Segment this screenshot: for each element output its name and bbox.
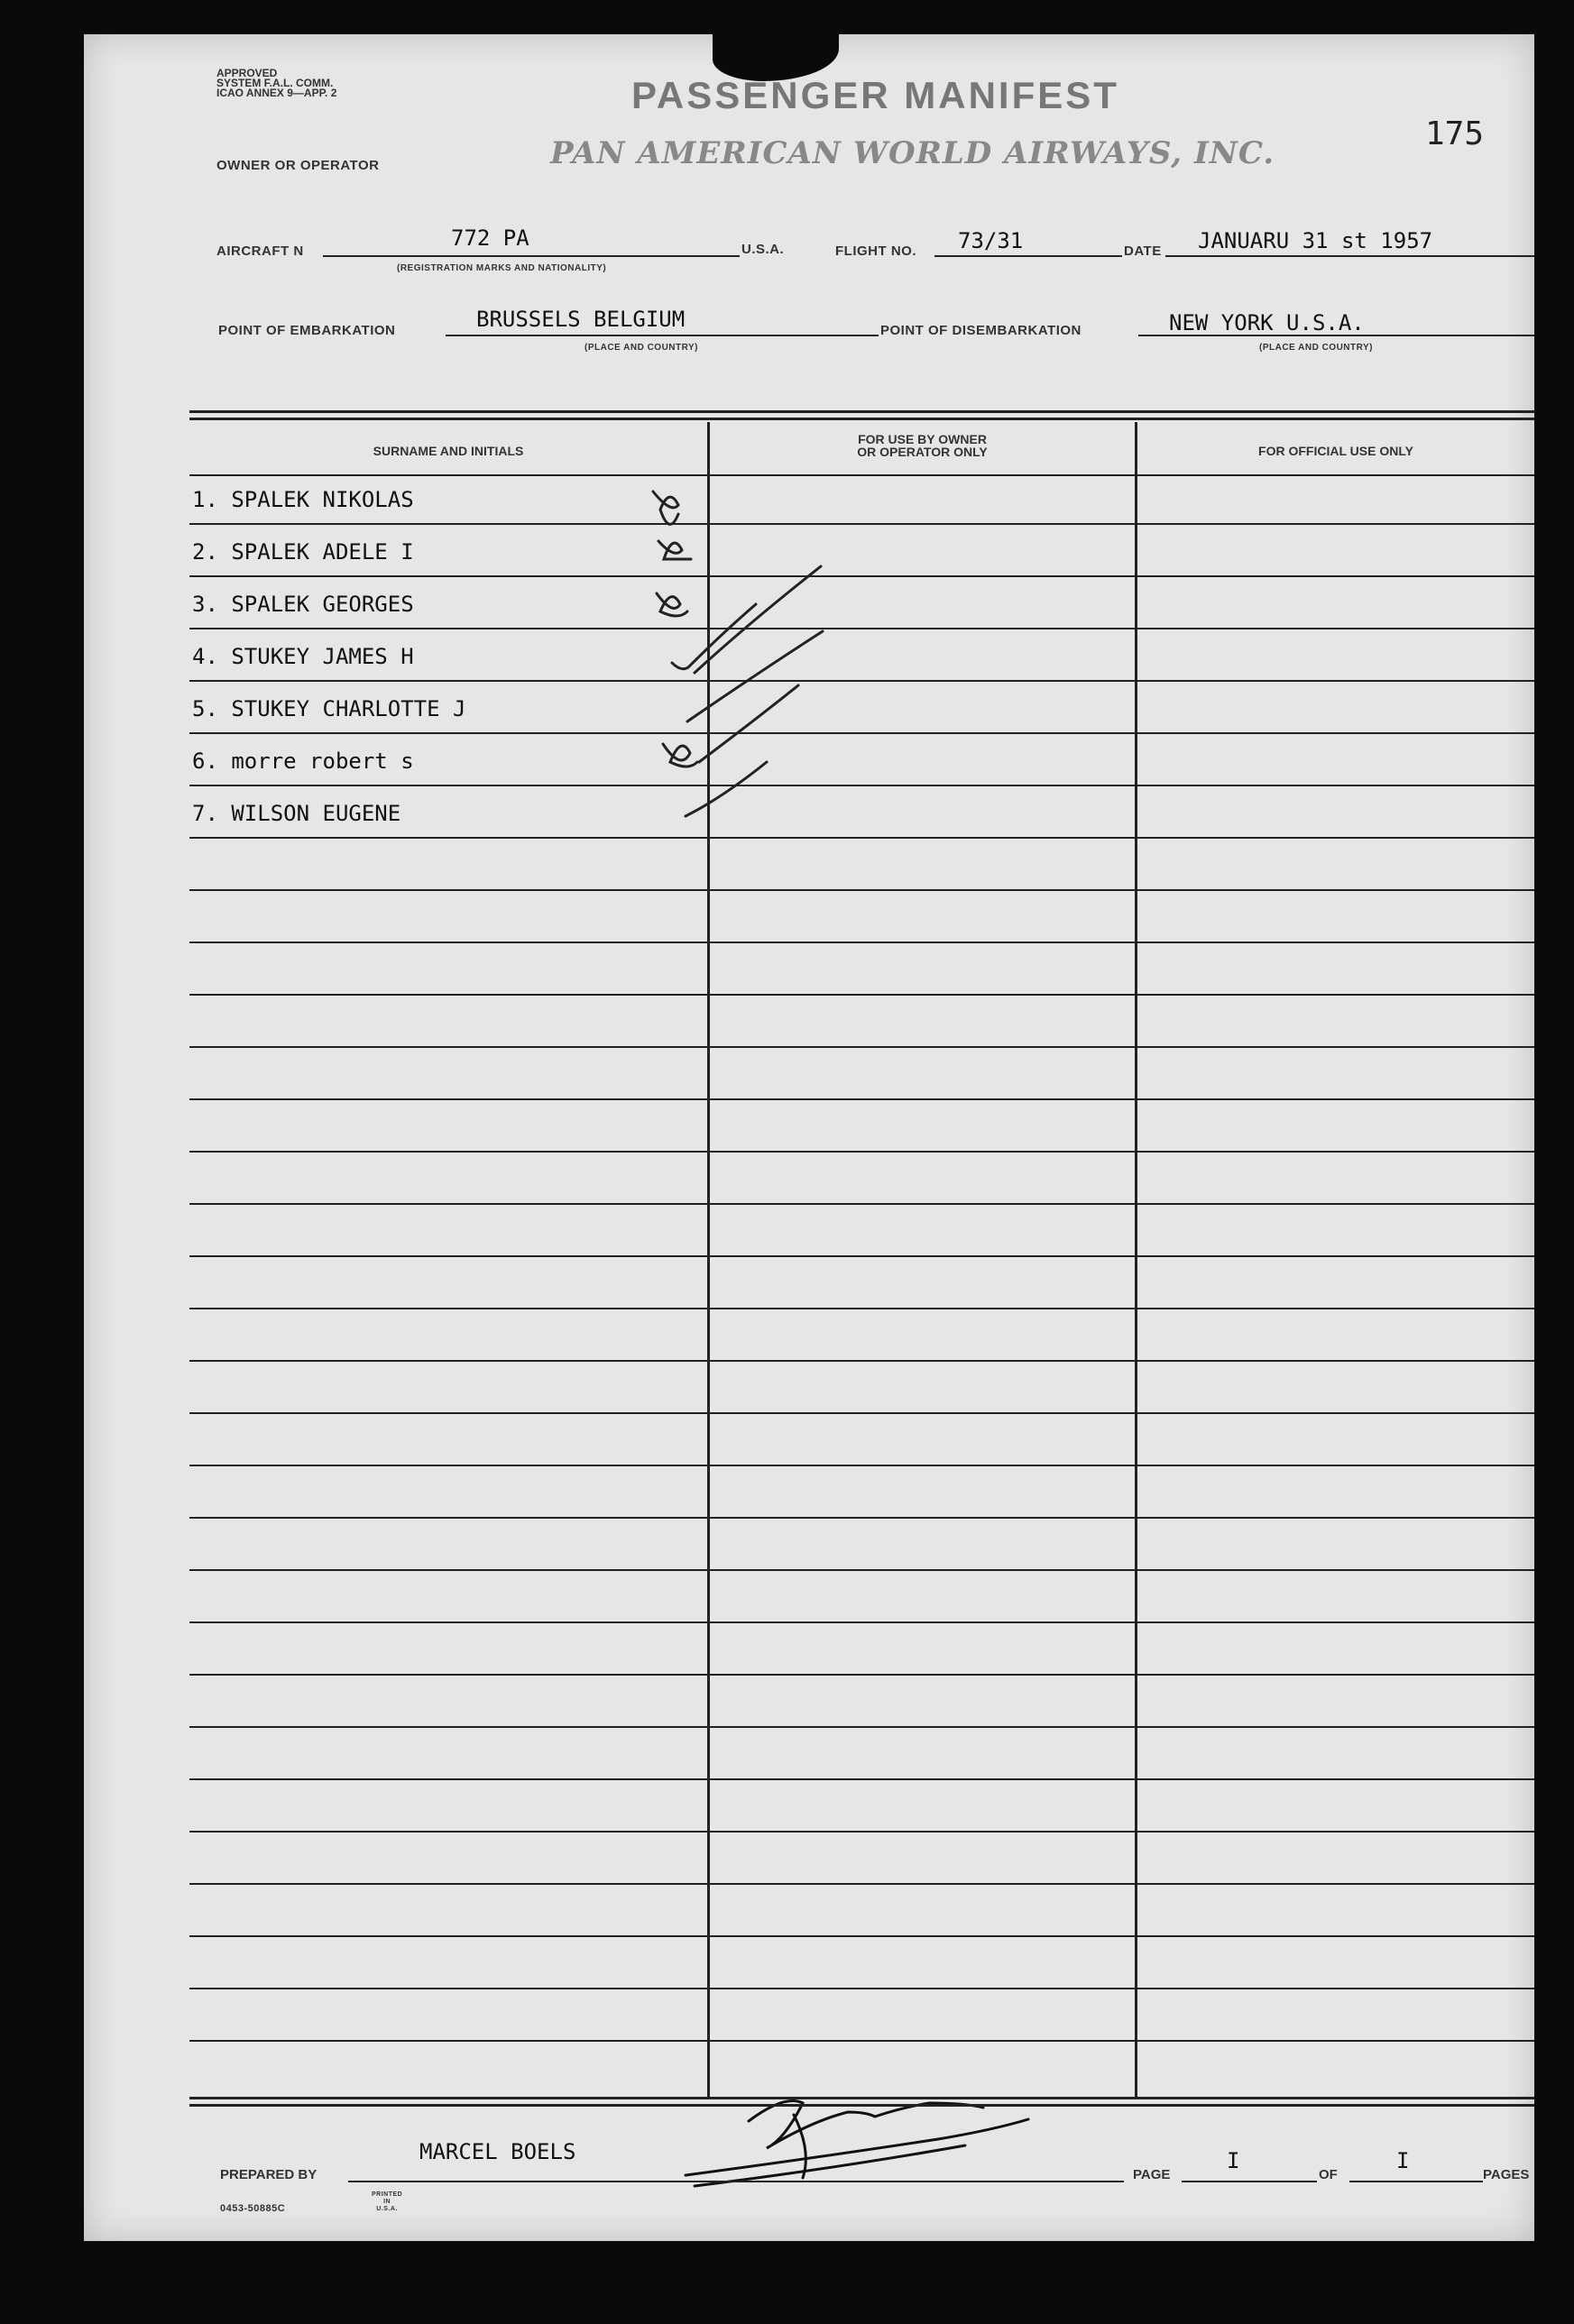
page-stamp: 175	[1425, 115, 1485, 152]
column-header-owner-line: FOR USE BY OWNER	[858, 432, 987, 446]
embarkation-label: POINT OF EMBARKATION	[218, 323, 396, 338]
approval-line: SYSTEM F.A.L. COMM.	[216, 77, 334, 89]
table-row: 1. SPALEK NIKOLAS	[192, 487, 414, 512]
pages-label: PAGES	[1483, 2167, 1530, 2182]
prepared-by-value: MARCEL BOELS	[419, 2139, 576, 2164]
of-label: OF	[1319, 2167, 1338, 2182]
check-mark	[686, 762, 767, 816]
check-mark	[663, 744, 697, 767]
table-row: 3. SPALEK GEORGES	[192, 592, 414, 617]
approval-line: APPROVED	[216, 67, 278, 79]
flight-value: 73/31	[958, 228, 1024, 253]
column-header-owner-line: OR OPERATOR ONLY	[857, 445, 988, 459]
printed-line: U.S.A.	[376, 2206, 398, 2212]
check-mark	[658, 541, 691, 559]
date-value: JANUARU 31 st 1957	[1198, 228, 1433, 253]
check-mark	[687, 631, 823, 721]
signature	[686, 2101, 1028, 2187]
disembarkation-sub-label: (PLACE AND COUNTRY)	[1259, 343, 1373, 353]
disembarkation-label: POINT OF DISEMBARKATION	[880, 323, 1082, 338]
owner-label: OWNER OR OPERATOR	[216, 158, 380, 173]
check-mark	[657, 593, 687, 616]
table-row: 7. WILSON EUGENE	[192, 801, 401, 826]
page-underline	[1182, 2181, 1317, 2182]
table-row: 2. SPALEK ADELE I	[192, 539, 414, 565]
table-bottom-rule	[189, 2104, 1534, 2107]
printed-line: IN	[383, 2199, 391, 2205]
table-row: 6. morre robert s	[192, 749, 414, 774]
usa-label: U.S.A.	[741, 242, 785, 257]
check-mark	[695, 566, 821, 673]
date-label: DATE	[1124, 243, 1162, 259]
table-bottom-rule	[189, 2097, 1534, 2099]
approval-line: ICAO ANNEX 9—APP. 2	[216, 87, 337, 99]
aircraft-value: 772 PA	[451, 225, 529, 251]
of-underline	[1349, 2181, 1483, 2182]
page-value: I	[1227, 2148, 1240, 2173]
check-mark	[699, 685, 798, 762]
flight-label: FLIGHT NO.	[835, 243, 916, 259]
aircraft-label: AIRCRAFT N	[216, 243, 304, 259]
table-row: 5. STUKEY CHARLOTTE J	[192, 696, 466, 721]
printed-in-usa	[372, 2191, 402, 2213]
column-header-surname: SURNAME AND INITIALS	[373, 444, 524, 458]
form-number: 0453-50885C	[220, 2203, 286, 2214]
aircraft-sub-label: (REGISTRATION MARKS AND NATIONALITY)	[397, 263, 607, 273]
owner-value: PAN AMERICAN WORLD AIRWAYS, INC.	[550, 135, 1275, 171]
of-value: I	[1396, 2148, 1410, 2173]
prepared-by-label: PREPARED BY	[220, 2167, 318, 2182]
prepared-by-underline	[348, 2181, 1124, 2182]
embarkation-value: BRUSSELS BELGIUM	[476, 307, 686, 332]
page-label: PAGE	[1133, 2167, 1171, 2182]
page-title: PASSENGER MANIFEST	[631, 74, 1119, 116]
column-header-official: FOR OFFICIAL USE ONLY	[1258, 444, 1413, 458]
disembarkation-value: NEW YORK U.S.A.	[1169, 310, 1365, 335]
check-mark	[653, 491, 678, 524]
printed-line: PRINTED	[372, 2191, 403, 2198]
table-row: 4. STUKEY JAMES H	[192, 644, 414, 669]
embarkation-sub-label: (PLACE AND COUNTRY)	[584, 343, 698, 353]
